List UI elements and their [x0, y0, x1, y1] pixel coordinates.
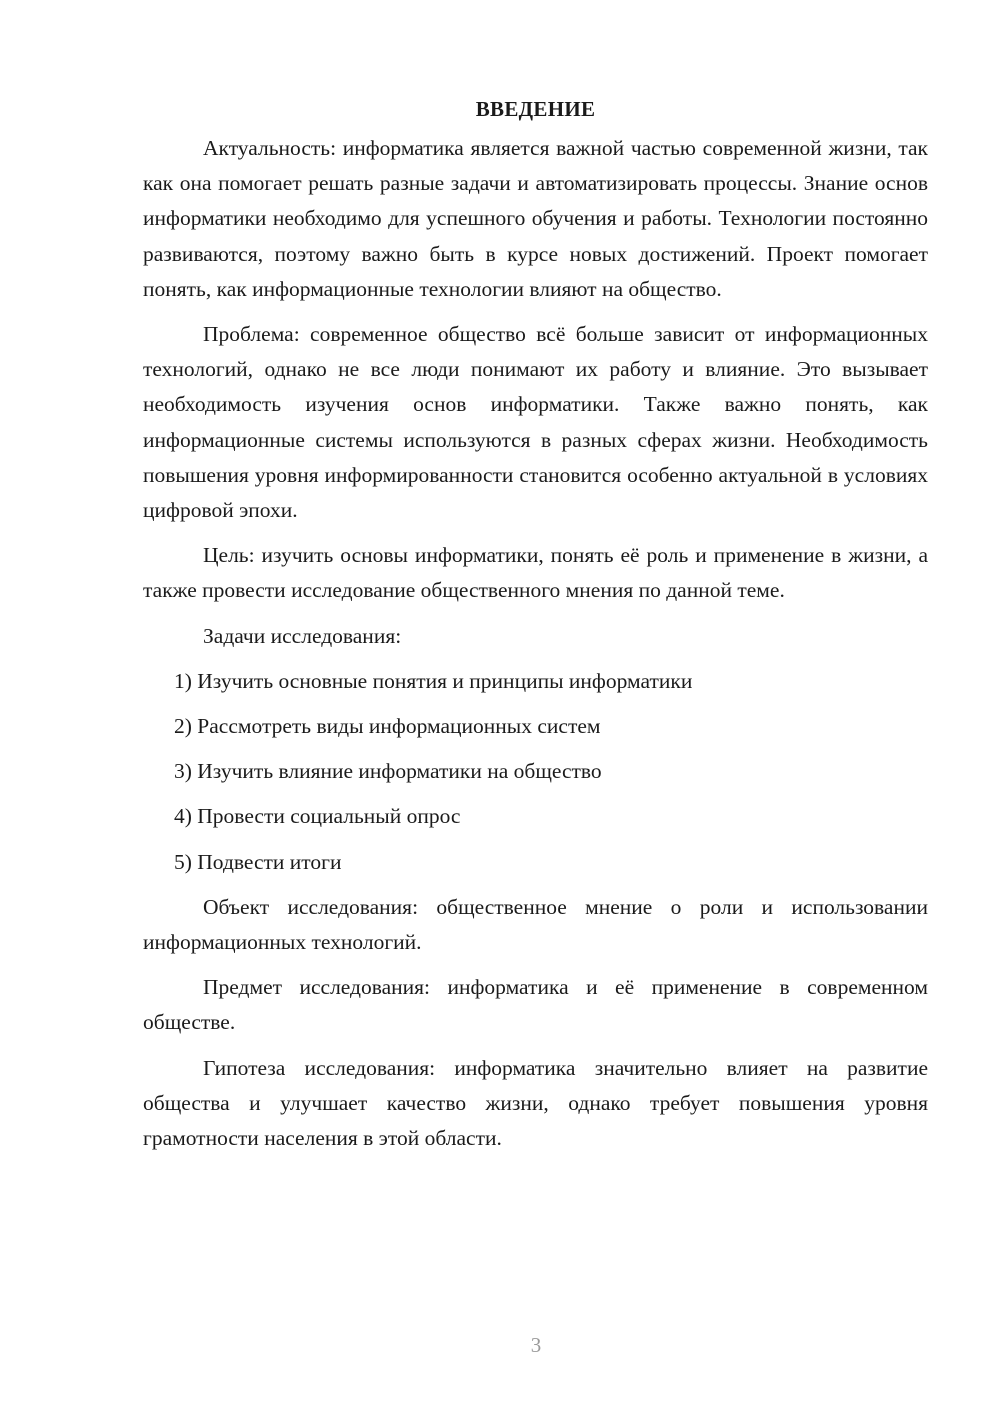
list-item: 5) Подвести итоги — [174, 849, 342, 874]
list-item: 4) Провести социальный опрос — [174, 804, 461, 829]
paragraph-goal: Цель: изучить основы информатики, понять её роль и применение в жизни, а также провести исследование общественного мнения по данной теме. — [143, 543, 928, 603]
task-list — [143, 664, 928, 880]
document-title: ВВЕДЕНИЕ — [475, 97, 596, 121]
page-number: 3 — [530, 1333, 542, 1357]
document-page — [143, 92, 928, 1166]
tasks-heading: Задачи исследования: — [203, 623, 402, 648]
list-item: 2) Рассмотреть виды информационных систем — [174, 714, 601, 739]
list-item: 1) Изучить основные понятия и принципы информатики — [174, 668, 693, 693]
paragraph-problem: Проблема: современное общество всё больше зависит от информационных технологий, однако не все люди понимают их работу и влияние. Это вызывает необходимость изучения основ информатики. Также важно понять, как информационные системы используются в разных сферах жизни. Необходимость повышения уровня информированности становится особенно актуальной в условиях цифровой эпохи. — [143, 322, 928, 523]
paragraph-hypothesis: Гипотеза исследования: информатика значительно влияет на развитие общества и улучшает качество жизни, однако требует повышения уровня грамотности населения в этой области. — [143, 1055, 928, 1151]
paragraph-object: Объект исследования: общественное мнение о роли и использовании информационных технологий. — [143, 894, 928, 955]
list-item: 3) Изучить влияние информатики на общество — [174, 759, 602, 784]
paragraph-relevance: Актуальность: информатика является важной частью современной жизни, так как она помогает решать разные задачи и автоматизировать процессы. Знание основ информатики необходимо для успешного обучения и работы. Технологии постоянно развиваются, поэтому важно быть в курсе новых достижений. Проект помогает понять, как информационные технологии влияют на общество. — [143, 136, 928, 301]
paragraph-subject: Предмет исследования: информатика и её применение в современном обществе. — [143, 975, 928, 1035]
